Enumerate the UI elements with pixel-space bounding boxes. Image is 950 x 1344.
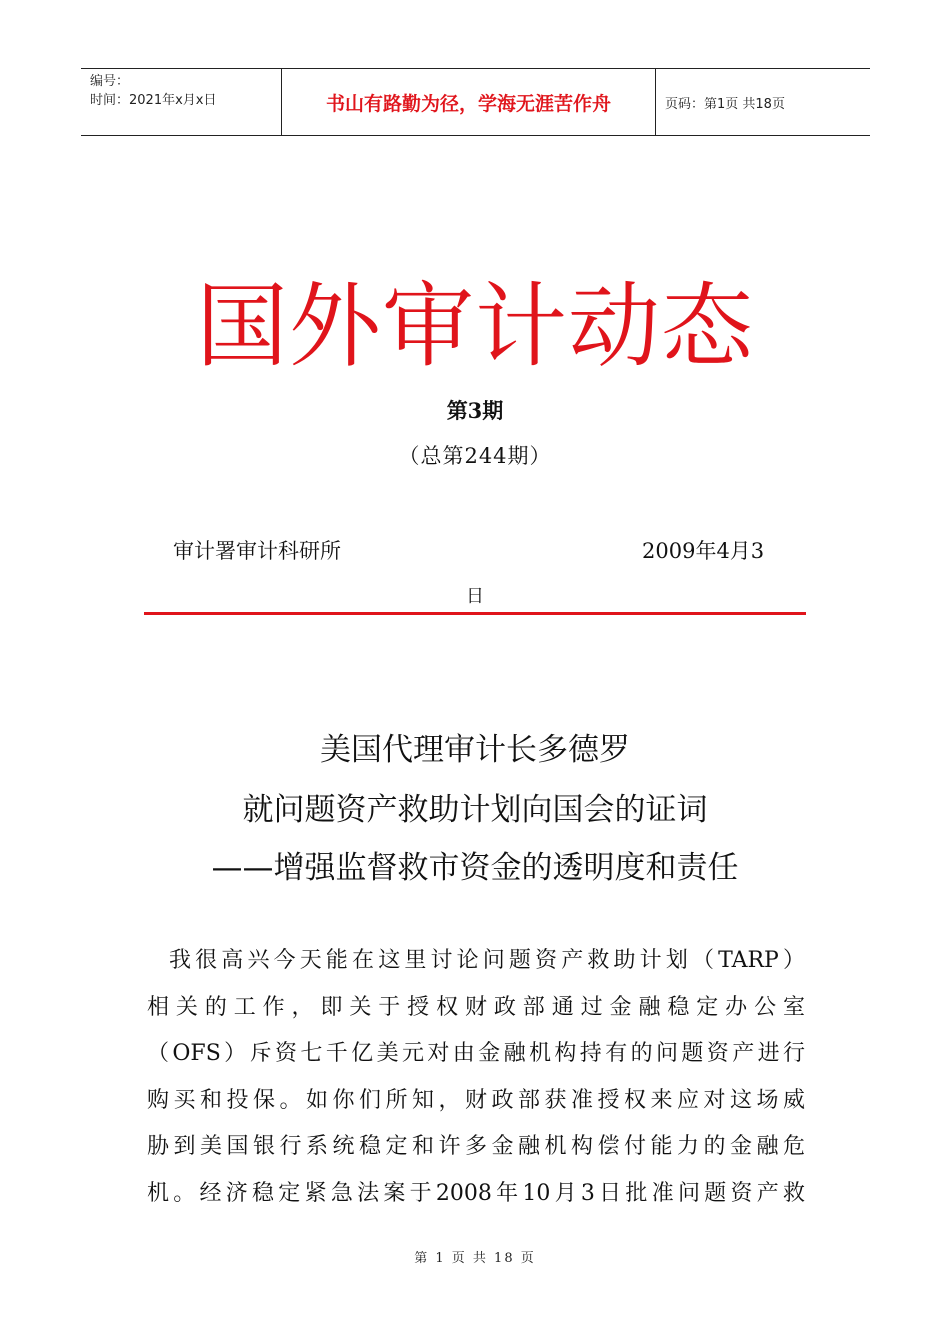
publisher: 审计署审计科研所 bbox=[173, 539, 341, 563]
body-line: 机。经济稳定紧急法案于2008年10月3日批准问题资产救 bbox=[147, 1180, 805, 1206]
publication-date-tail: 日 bbox=[466, 586, 484, 607]
issue-number: 第3期 bbox=[446, 398, 504, 423]
article-title-line-3: ——增强监督救市资金的透明度和责任 bbox=[211, 850, 739, 886]
masthead-title: 国外审计动态 bbox=[195, 273, 754, 380]
body-line: 我很高兴今天能在这里讨论问题资产救助计划（TARP） bbox=[169, 948, 805, 973]
article-title-line-2: 就问题资产救助计划向国会的证词 bbox=[242, 792, 708, 828]
red-divider bbox=[144, 612, 806, 615]
body-line: （OFS）斥资七千亿美元对由金融机构持有的问题资产进行 bbox=[147, 1041, 805, 1066]
page-footer: 第 1 页 共 18 页 bbox=[414, 1251, 536, 1266]
body-line: 胁到美国银行系统稳定和许多金融机构偿付能力的金融危 bbox=[147, 1134, 805, 1159]
time-label: 时间：2021年x月x日 bbox=[90, 93, 217, 108]
article-body bbox=[147, 938, 805, 1217]
body-line: 购买和投保。如你们所知，财政部获准授权来应对这场威 bbox=[147, 1087, 805, 1113]
header-page-info: 页码：第1页 共18页 bbox=[665, 96, 785, 112]
header-meta-cell bbox=[81, 69, 282, 135]
number-label: 编号： bbox=[90, 74, 130, 89]
header-motto: 书山有路勤为径，学海无涯苦作舟 bbox=[282, 69, 656, 135]
issue-total: （总第244期） bbox=[398, 444, 552, 468]
publication-date: 2009年4月3 bbox=[642, 539, 765, 563]
body-line: 相关的工作，即关于授权财政部通过金融稳定办公室 bbox=[147, 994, 805, 1020]
article-title-line-1: 美国代理审计长多德罗 bbox=[320, 732, 630, 768]
document-header-table bbox=[81, 68, 870, 136]
